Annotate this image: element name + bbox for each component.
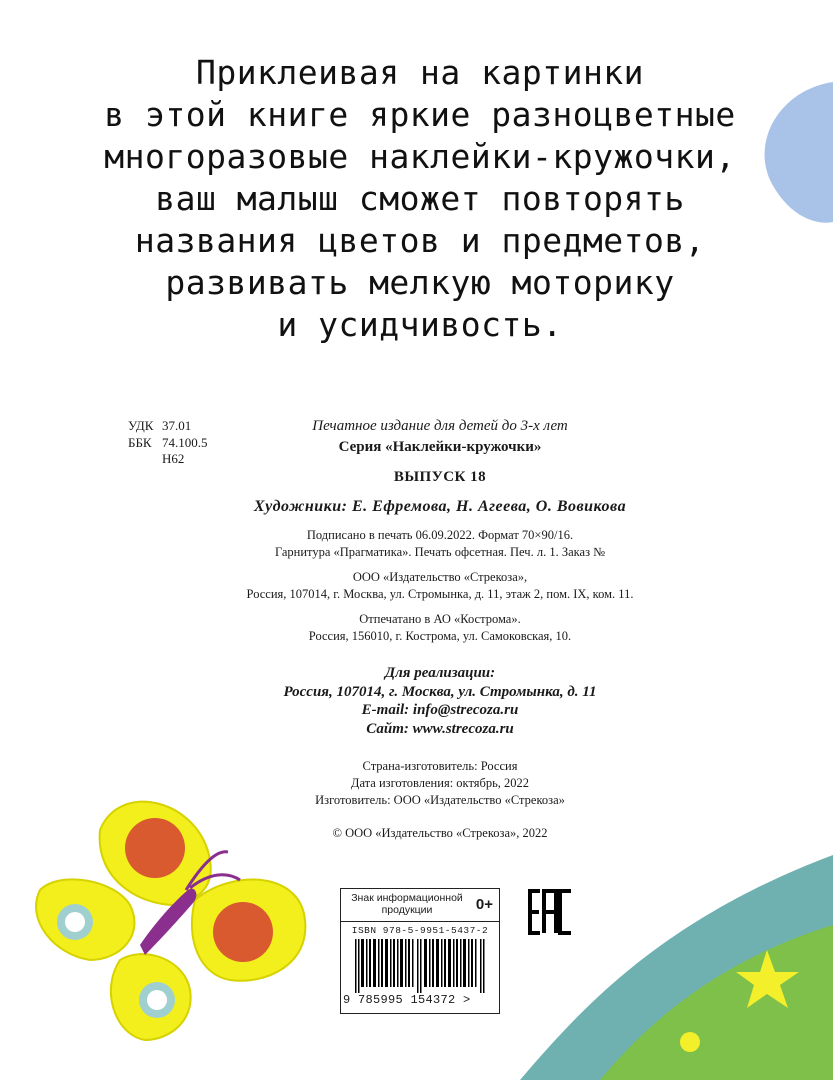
- typeface-line: Гарнитура «Прагматика». Печать офсетная. Печ. л. 1. Заказ №: [274, 545, 606, 559]
- intro-line: и усидчивость.: [277, 305, 563, 344]
- intro-line: названия цветов и предметов,: [134, 221, 706, 260]
- barcode-digits: 9 785995 154372 >: [343, 993, 471, 1007]
- udk-value: 37.01: [162, 418, 192, 433]
- isbn-text: ISBN 978-5-9951-5437-2: [351, 925, 489, 936]
- copyright: © ООО «Издательство «Стрекоза», 2022: [332, 826, 548, 840]
- artists-credit: Художники: Е. Ефремова, Н. Агеева, О. Вовикова: [253, 498, 627, 515]
- sales-info: [180, 664, 700, 738]
- date-line: Дата изготовления: октябрь, 2022: [350, 776, 530, 790]
- sale-email: E-mail: info@strecoza.ru: [361, 702, 519, 718]
- publisher-address: Россия, 107014, г. Москва, ул. Стромынка, д. 11, этаж 2, пом. IX, ком. 11.: [246, 587, 634, 601]
- barcode-box: [340, 922, 500, 1014]
- sale-heading: Для реализации:: [384, 665, 496, 681]
- maker-line: Изготовитель: ООО «Издательство «Стрекоза»: [315, 793, 565, 807]
- sale-address: Россия, 107014, г. Москва, ул. Стромынка, д. 11: [283, 683, 597, 700]
- intro-text: [60, 52, 780, 346]
- series-title: Серия «Наклейки-кружочки»: [338, 439, 542, 455]
- age-rating: 0+: [475, 896, 493, 913]
- intro-line: многоразовые наклейки-кружочки,: [104, 137, 736, 176]
- issue-number: ВЫПУСК 18: [393, 469, 487, 485]
- intro-line: в этой книге яркие разноцветные: [104, 95, 736, 134]
- country-line: Страна-изготовитель: Россия: [362, 759, 518, 773]
- printer-line: Отпечатано в АО «Кострома».: [359, 612, 521, 626]
- bbk-value: 74.100.5: [162, 434, 208, 450]
- printer-address: Россия, 156010, г. Кострома, ул. Самоковская, 10.: [308, 629, 572, 643]
- udk-label: УДК: [128, 418, 154, 433]
- publisher-line: ООО «Издательство «Стрекоза»,: [352, 570, 528, 584]
- green-dot: [680, 1032, 700, 1052]
- info-label: Знак информационной продукции: [351, 892, 463, 916]
- imprint-block: [180, 527, 700, 645]
- eac-mark-icon: [526, 886, 574, 938]
- info-product-box: [340, 888, 500, 922]
- intro-line: ваш малыш сможет повторять: [155, 179, 685, 218]
- signed-line: Подписано в печать 06.09.2022. Формат 70×90/16.: [306, 528, 574, 542]
- author-code: Н62: [162, 451, 185, 466]
- origin-block: [180, 758, 700, 809]
- barcode-icon: [355, 939, 487, 993]
- age-note: Печатное издание для детей до 3-х лет: [312, 418, 568, 434]
- intro-line: Приклеивая на картинки: [195, 53, 645, 92]
- bbk-label: ББК: [128, 434, 152, 450]
- intro-line: развивать мелкую моторику: [165, 263, 675, 302]
- sale-site: Сайт: www.strecoza.ru: [366, 720, 514, 737]
